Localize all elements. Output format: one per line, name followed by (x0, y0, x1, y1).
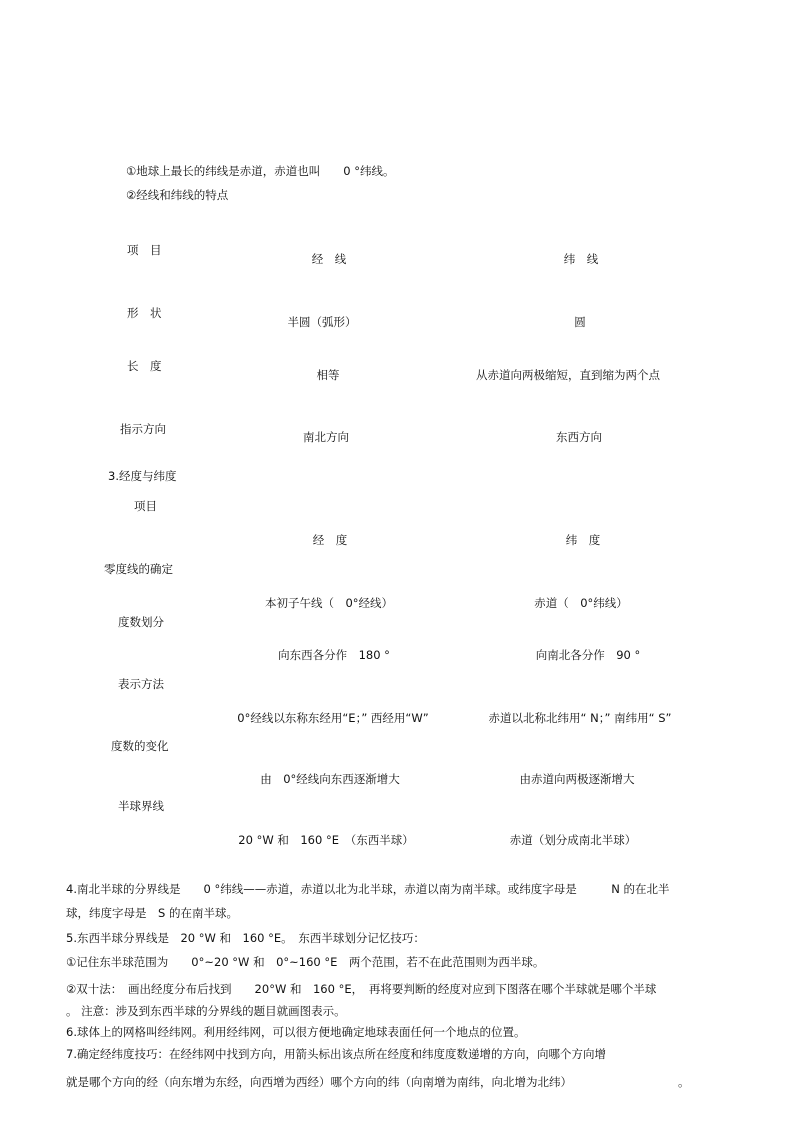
table2-cell: 赤道（ 0°纬线） (534, 596, 628, 610)
table1-row-label: 形 状 (127, 306, 162, 320)
table1-header-meridian: 经 线 (311, 252, 347, 266)
table1-cell: 南北方向 (303, 430, 349, 444)
table2-row-label: 度数的变化 (111, 739, 169, 753)
note-5-tip-1: ①记住东半球范围为 0°~20 °W 和 0°~160 °E 两个范围，若不在此范围则为西半球。 (66, 955, 545, 969)
table1-header-item: 项 目 (127, 243, 162, 257)
note-5-tip-2: ②双十法： 画出经度分布后找到 20°W 和 160 °E， 再将要判断的经度对应到下图落在哪个半球就是哪个半球 (66, 982, 657, 996)
intro-line-2: ②经线和纬线的特点 (126, 188, 229, 202)
note-4-line-1: 4.南北半球的分界线是 0 °纬线——赤道，赤道以北为北半球，赤道以南为南半球。或纬度字母是 N 的在北半 (66, 882, 670, 896)
table1-cell: 圆 (574, 315, 586, 329)
table1-row-label: 指示方向 (120, 422, 166, 436)
note-7-end-mark: 。 (678, 1075, 690, 1089)
note-5: 5.东西半球分界线是 20 °W 和 160 °E。 东西半球划分记忆技巧： (66, 931, 425, 945)
table2-cell: 本初子午线（ 0°经线） (264, 596, 394, 610)
note-6: 6.球体上的网格叫经纬网。利用经纬网，可以很方便地确定地球表面任何一个地点的位置。 (66, 1025, 526, 1039)
table2-header-latitude: 纬 度 (565, 533, 601, 547)
note-5-remark: 。 注意：涉及到东西半球的分界线的题目就画图表示。 (66, 1004, 346, 1018)
table2-cell: 向东西各分作 180 ° (278, 648, 390, 662)
note-7-line-1: 7.确定经纬度技巧：在经纬网中找到方向，用箭头标出该点所在经度和纬度度数递增的方向，向哪个方向增 (66, 1047, 606, 1061)
table2-cell: 向南北各分作 90 ° (535, 648, 641, 662)
table2-row-label: 半球界线 (118, 799, 164, 813)
table1-cell: 半圆（弧形） (287, 315, 357, 329)
table2-cell: 由赤道向两极逐渐增大 (519, 772, 635, 786)
table2-header-item: 项目 (134, 499, 157, 513)
table2-row-label: 度数划分 (118, 615, 164, 629)
table1-cell: 从赤道向两极缩短，直到缩为两个点 (476, 368, 660, 382)
note-4-line-2: 球，纬度字母是 S 的在南半球。 (66, 906, 238, 920)
note-7-line-2: 就是哪个方向的经（向东增为东经，向西增为西经）哪个方向的纬（向南增为南纬，向北增为北纬） (66, 1075, 572, 1089)
table2-cell: 由 0°经线向东西逐渐增大 (260, 772, 400, 786)
table2-cell: 20 °W 和 160 °E （东西半球） (238, 833, 414, 847)
table2-row-label: 表示方法 (118, 677, 164, 691)
table2-cell: 赤道以北称北纬用“ N；” 南纬用“ S” (488, 711, 672, 725)
table2-cell: 赤道（划分成南北半球） (509, 833, 637, 847)
table1-row-label: 长 度 (127, 359, 162, 373)
table1-cell: 相等 (316, 368, 340, 382)
table2-row-label: 零度线的确定 (104, 562, 173, 576)
table1-header-parallel: 纬 线 (563, 252, 599, 266)
table2-cell: 0°经线以东称东经用“E；” 西经用“W” (237, 711, 429, 725)
intro-line-1: ①地球上最长的纬线是赤道，赤道也叫 0 °纬线。 (126, 164, 395, 178)
table2-header-longitude: 经 度 (312, 533, 348, 547)
section3-title: 3.经度与纬度 (108, 469, 177, 483)
table1-cell: 东西方向 (556, 430, 602, 444)
